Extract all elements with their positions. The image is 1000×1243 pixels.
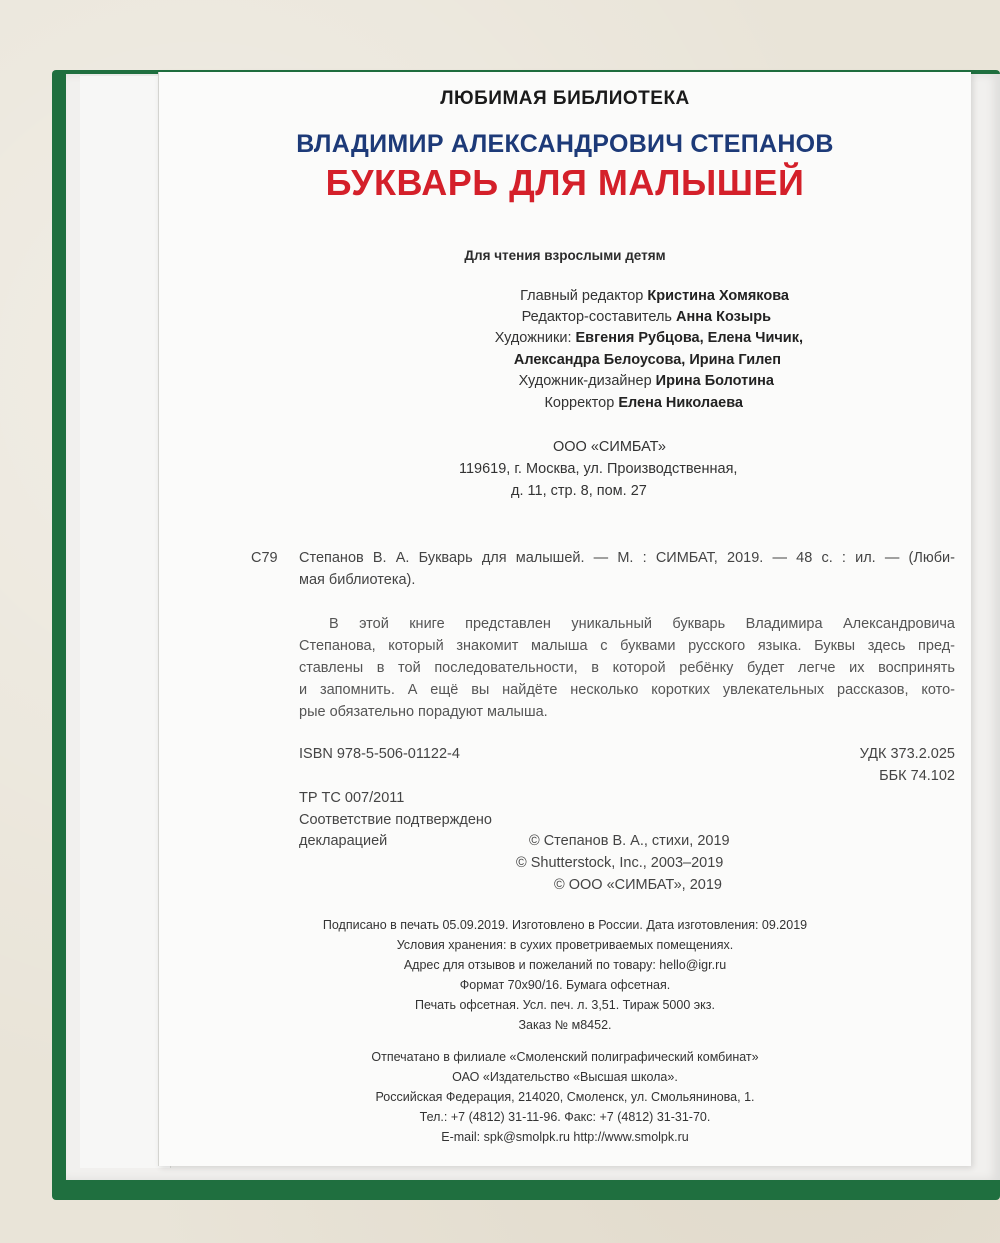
certification-line-2: декларацией <box>299 833 388 849</box>
credit-role: Главный редактор <box>520 288 644 304</box>
credit-artists <box>495 330 803 346</box>
credit-person: Анна Козырь <box>676 309 771 325</box>
credit-designer <box>519 373 774 389</box>
imprint-line: Подписано в печать 05.09.2019. Изготовлено в России. Дата изготовления: 09.2019 <box>322 918 808 932</box>
credit-proofreader <box>544 395 743 411</box>
certification-line-1: Соответствие подтверждено <box>299 812 492 828</box>
catalog-reference-1: Степанов В. А. Букварь для малышей. — М. : СИМБАТ, 2019. — 48 с. : ил. — (Люби- <box>299 550 955 566</box>
imprint-page <box>158 72 971 1166</box>
printer-line: Российская Федерация, 214020, Смоленск, ул. Смольянинова, 1. <box>375 1090 755 1104</box>
credit-person: Александра Белоусова, Ирина Гилеп <box>513 352 781 368</box>
copyright-line: © ООО «СИМБАТ», 2019 <box>554 877 722 893</box>
credit-role: Корректор <box>544 395 615 411</box>
author-name: ВЛАДИМИР АЛЕКСАНДРОВИЧ СТЕПАНОВ <box>296 130 834 158</box>
imprint-line: Адрес для отзывов и пожеланий по товару: hello@igr.ru <box>403 958 727 972</box>
credit-person: Евгения Рубцова, Елена Чичик, <box>575 330 803 346</box>
credit-role: Художник-дизайнер <box>518 373 652 389</box>
annotation-line: ставлены в той последовательности, в которой ребёнку будет легче их воспринять <box>299 660 955 676</box>
printer-line: E-mail: spk@smolpk.ru http://www.smolpk.ru <box>441 1130 689 1144</box>
printer-line: Отпечатано в филиале «Смоленский полиграфический комбинат» <box>371 1050 759 1064</box>
copyright-line: © Степанов В. А., стихи, 2019 <box>529 833 730 849</box>
annotation-line: и запомнить. А ещё вы найдёте несколько коротких увлекательных рассказов, кото- <box>299 682 955 698</box>
annotation-line: В этой книге представлен уникальный букварь Владимира Александровича <box>329 616 955 632</box>
publisher-name: ООО «СИМБАТ» <box>553 439 666 455</box>
credit-artists-cont <box>514 352 781 368</box>
imprint-line: Заказ № м8452. <box>518 1018 612 1032</box>
annotation-line: Степанова, который знакомит малыша с буквами русского языка. Буквы здесь пред- <box>299 638 955 654</box>
printer-line: ОАО «Издательство «Высшая школа». <box>452 1070 678 1084</box>
credit-role: Редактор-составитель <box>521 309 672 325</box>
book-subtitle: Для чтения взрослыми детям <box>464 248 666 263</box>
printer-line: Тел.: +7 (4812) 31-11-96. Факс: +7 (4812) 31-31-70. <box>419 1110 711 1124</box>
tr-ts-code: ТР ТС 007/2011 <box>299 790 405 806</box>
credit-compiler <box>522 309 771 325</box>
publisher-address-2: д. 11, стр. 8, пом. 27 <box>511 483 647 499</box>
isbn: ISBN 978-5-506-01122-4 <box>299 746 460 762</box>
annotation-line: рые обязательно порадуют малыша. <box>299 704 548 720</box>
udk-code: УДК 373.2.025 <box>859 746 955 762</box>
credit-person: Елена Николаева <box>618 395 743 411</box>
imprint-line: Печать офсетная. Усл. печ. л. 3,51. Тираж 5000 экз. <box>415 998 715 1012</box>
credit-person: Ирина Болотина <box>655 373 774 389</box>
bbk-code: ББК 74.102 <box>879 768 955 784</box>
imprint-line: Условия хранения: в сухих проветриваемых помещениях. <box>396 938 734 952</box>
publisher-address-1: 119619, г. Москва, ул. Производственная, <box>459 461 738 477</box>
catalog-code: С79 <box>251 550 278 566</box>
series-name: ЛЮБИМАЯ БИБЛИОТЕКА <box>440 88 690 109</box>
credit-chief-editor <box>520 288 789 304</box>
book-title: БУКВАРЬ ДЛЯ МАЛЫШЕЙ <box>325 162 805 203</box>
catalog-reference-2: мая библиотека). <box>299 572 416 588</box>
imprint-line: Формат 70х90/16. Бумага офсетная. <box>459 978 671 992</box>
credit-role: Художники: <box>494 330 572 346</box>
credit-person: Кристина Хомякова <box>647 288 789 304</box>
copyright-line: © Shutterstock, Inc., 2003–2019 <box>516 855 724 871</box>
